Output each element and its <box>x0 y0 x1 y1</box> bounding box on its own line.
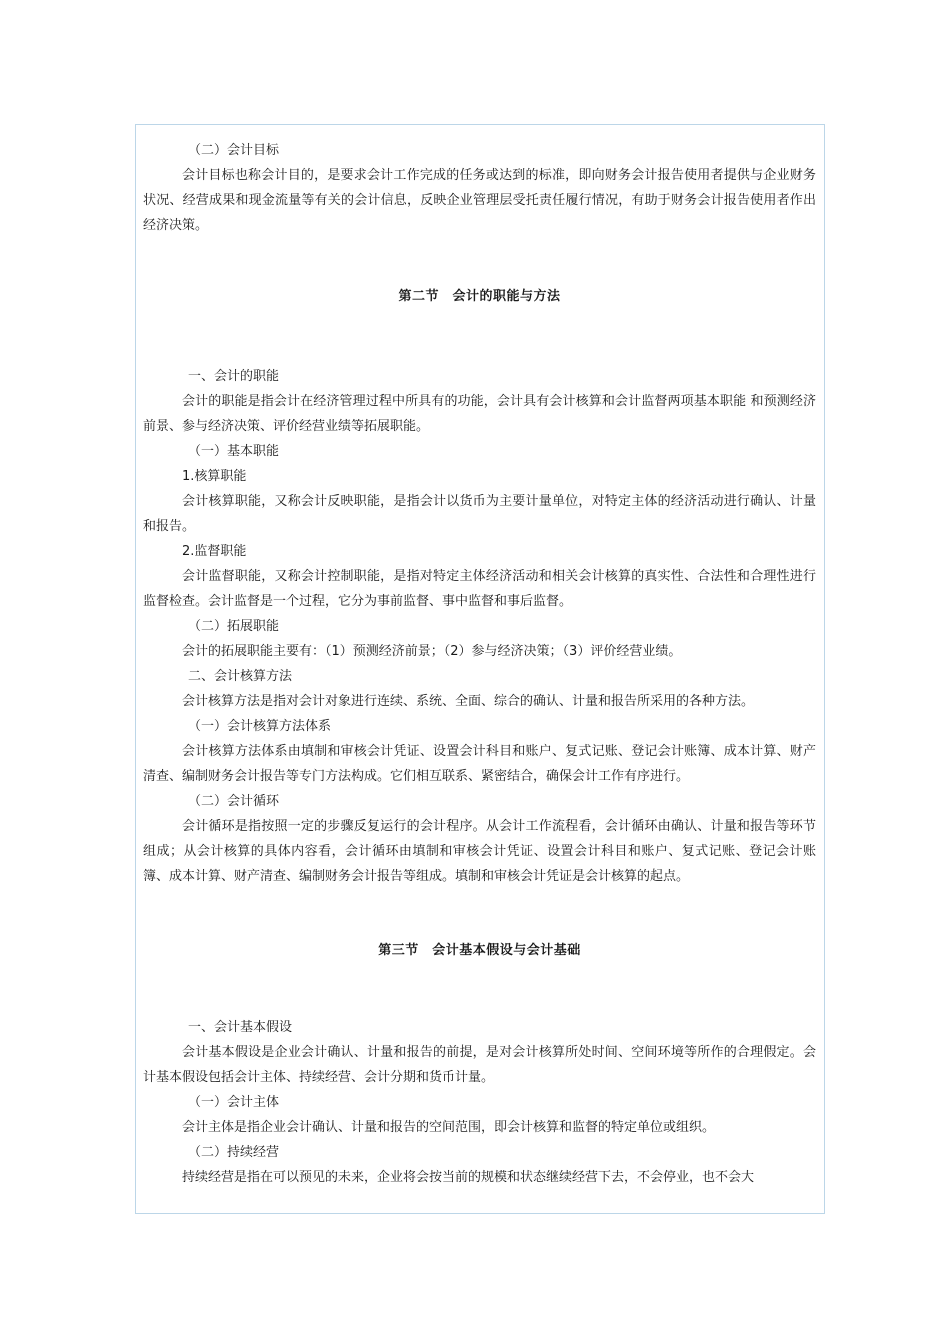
section-heading: 第三节 会计基本假设与会计基础 <box>378 943 581 958</box>
paragraph: 会计核算职能，又称会计反映职能，是指会计以货币为主要计量单位，对特定主体的经济活动进行确认、计量和报告。 <box>143 494 816 534</box>
section-spacer <box>143 238 816 284</box>
subheading: （二）持续经营 <box>188 1145 280 1160</box>
document-body <box>143 138 816 1190</box>
section-spacer <box>143 309 816 364</box>
subheading: （二）拓展职能 <box>188 619 280 634</box>
paragraph: 会计核算方法是指对会计对象进行连续、系统、全面、综合的确认、计量和报告所采用的各种方法。 <box>182 694 755 709</box>
subheading: （一）会计主体 <box>188 1095 280 1110</box>
subheading: （一）基本职能 <box>188 444 280 459</box>
section-spacer <box>143 963 816 1015</box>
paragraph: 会计的拓展职能主要有：（1）预测经济前景；（2）参与经济决策；（3）评价经营业绩。 <box>182 644 682 659</box>
section-heading: 第二节 会计的职能与方法 <box>398 289 561 304</box>
subheading: 一、会计的职能 <box>188 369 280 384</box>
paragraph: 会计核算方法体系由填制和审核会计凭证、设置会计科目和账户、复式记账、登记会计账簿、成本计算、财产清查、编制财务会计报告等专门方法构成。它们相互联系、紧密结合，确保会计工作有序进行。 <box>143 744 816 784</box>
paragraph: 会计基本假设是企业会计确认、计量和报告的前提，是对会计核算所处时间、空间环境等所作的合理假定。会计基本假设包括会计主体、持续经营、会计分期和货币计量。 <box>143 1045 816 1085</box>
paragraph: 2.监督职能 <box>182 544 247 559</box>
paragraph: 持续经营是指在可以预见的未来，企业将会按当前的规模和状态继续经营下去，不会停业，也不会大 <box>182 1170 755 1185</box>
paragraph: 会计循环是指按照一定的步骤反复运行的会计程序。从会计工作流程看，会计循环由确认、计量和报告等环节组成；从会计核算的具体内容看，会计循环由填制和审核会计凭证、设置会计科目和账户、复式记账、登记会计账簿、成本计算、财产清查、编制财务会计报告等组成。填制和审核会计凭证是会计核算的起点。 <box>143 819 816 884</box>
subheading: 一、会计基本假设 <box>188 1020 293 1035</box>
paragraph: 会计的职能是指会计在经济管理过程中所具有的功能，会计具有会计核算和会计监督两项基本职能 和预测经济前景、参与经济决策、评价经营业绩等拓展职能。 <box>143 394 816 434</box>
section-spacer <box>143 889 816 938</box>
subheading: （二）会计循环 <box>188 794 280 809</box>
paragraph: 会计目标也称会计目的，是要求会计工作完成的任务或达到的标准，即向财务会计报告使用者提供与企业财务状况、经营成果和现金流量等有关的会计信息，反映企业管理层受托责任履行情况，有助于财务会计报告使用者作出经济决策。 <box>143 168 816 233</box>
subheading: （一）会计核算方法体系 <box>188 719 332 734</box>
subheading: （二）会计目标 <box>188 143 280 158</box>
document-frame <box>135 124 825 1214</box>
subheading: 二、会计核算方法 <box>188 669 293 684</box>
paragraph: 1.核算职能 <box>182 469 247 484</box>
paragraph: 会计主体是指企业会计确认、计量和报告的空间范围，即会计核算和监督的特定单位或组织。 <box>182 1120 716 1135</box>
paragraph: 会计监督职能，又称会计控制职能，是指对特定主体经济活动和相关会计核算的真实性、合法性和合理性进行监督检查。会计监督是一个过程，它分为事前监督、事中监督和事后监督。 <box>143 569 816 609</box>
